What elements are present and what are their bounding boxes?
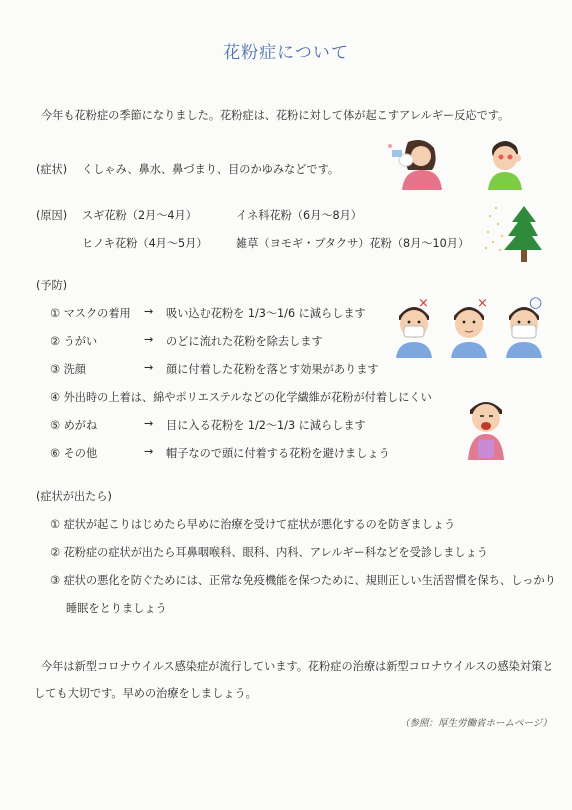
prevention-item-name: ③ 洗顔: [50, 363, 86, 376]
circle-mark-icon: ○: [529, 293, 543, 311]
after-symptoms-item: ② 花粉症の症状が出たら耳鼻咽喉科、眼科、内科、アレルギー科などを受診しましょう: [50, 546, 488, 559]
after-symptoms-item-continued: 睡眠をとりましょう: [66, 602, 167, 615]
closing-text-line: 今年は新型コロナウイルス感染症が流行しています。花粉症の治療は新型コロナウイルスの感染対策と: [41, 660, 554, 673]
prevention-item-desc: 吸い込む花粉を 1/3〜1/6 に減らします: [166, 307, 366, 320]
after-symptoms-item: ③ 症状の悪化を防ぐためには、正常な免疫機能を保つために、規則正しい生活習慣を保ち、しっかり: [50, 574, 556, 587]
closing-text-line: しても大切です。早めの治療をしましょう。: [34, 687, 257, 700]
cause-item: ヒノキ花粉（4月〜5月）: [82, 237, 208, 250]
prevention-item-desc: のどに流れた花粉を除去します: [166, 335, 323, 348]
itchy-eyes-boy-icon: [480, 136, 530, 190]
arrow-icon: →: [144, 361, 154, 374]
pollen-tree-icon: [484, 204, 544, 264]
prevention-item-name: ④ 外出時の上着は、綿やポリエステルなどの化学繊維が花粉が付着しにくい: [50, 391, 432, 404]
arrow-icon: →: [144, 333, 154, 346]
symptoms-text: くしゃみ、鼻水、鼻づまり、目のかゆみなどです。: [82, 163, 340, 176]
symptoms-label: (症状): [36, 163, 68, 176]
arrow-icon: →: [144, 417, 154, 430]
causes-label: (原因): [36, 209, 68, 222]
cross-mark-icon: ×: [477, 296, 488, 311]
arrow-icon: →: [144, 445, 154, 458]
page-title: 花粉症について: [223, 43, 349, 63]
prevention-item-name: ① マスクの着用: [50, 307, 131, 320]
prevention-item-name: ⑥ その他: [50, 447, 98, 460]
cause-item: 雑草（ヨモギ・ブタクサ）花粉（8月〜10月）: [236, 237, 470, 250]
cross-mark-icon: ×: [418, 296, 429, 311]
prevention-item-desc: 目に入る花粉を 1/2〜1/3 に減らします: [166, 419, 366, 432]
arrow-icon: →: [144, 305, 154, 318]
prevention-item-desc: 顔に付着した花粉を落とす効果があります: [166, 363, 379, 376]
after-symptoms-label: (症状が出たら): [36, 490, 112, 503]
sneezing-woman-icon: [386, 136, 446, 190]
prevention-item-name: ⑤ めがね: [50, 419, 98, 432]
prevention-item-desc: 帽子なので頭に付着する花粉を避けましょう: [166, 447, 390, 460]
reference-note: （参照：厚生労働省ホームページ）: [400, 718, 552, 729]
cause-item: スギ花粉（2月〜4月）: [82, 209, 197, 222]
after-symptoms-item: ① 症状が起こりはじめたら早めに治療を受けて症状が悪化するのを防ぎましょう: [50, 518, 456, 531]
intro-text: 今年も花粉症の季節になりました。花粉症は、花粉に対して体が起こすアレルギー反応です。: [41, 109, 510, 122]
prevention-label: (予防): [36, 279, 68, 292]
prevention-item-name: ② うがい: [50, 335, 98, 348]
gargling-boy-icon: [462, 394, 510, 460]
mask-boy-no-icon: [392, 298, 436, 358]
cause-item: イネ科花粉（6月〜8月）: [236, 209, 362, 222]
